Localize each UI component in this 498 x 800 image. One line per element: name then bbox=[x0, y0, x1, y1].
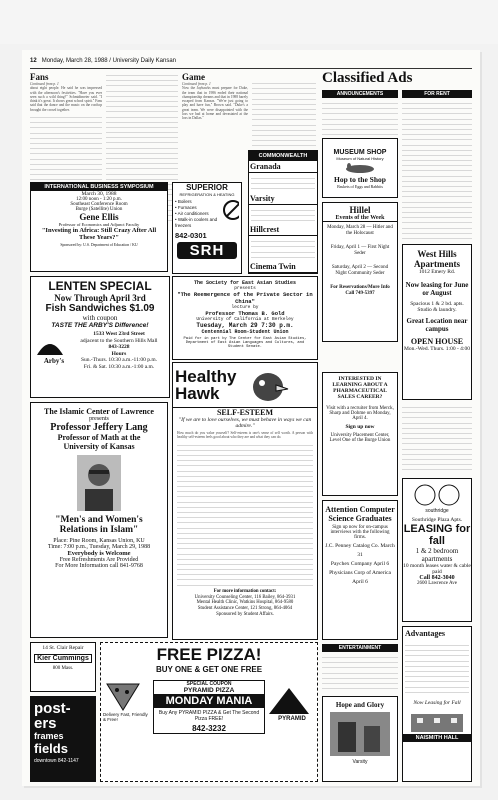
naismith-brand: NAISMITH HALL bbox=[403, 734, 471, 742]
superior-title: SUPERIOR bbox=[186, 183, 228, 192]
healthy-contact: Student Assistance Center, 121 Strong, 864-4064 bbox=[197, 606, 293, 612]
museum-shop-sub2: Baskets of Eggs and Rabbits bbox=[337, 184, 383, 189]
islamic-l1: The Islamic Center of Lawrence bbox=[44, 407, 154, 416]
southridge-leasing: LEASING for fall bbox=[403, 523, 471, 547]
fans-title: Fans bbox=[30, 72, 49, 82]
arbys-brand: Arby's bbox=[43, 356, 65, 365]
fans-body: about eight people. He said he was impressed with the afternoon's festivities. "Have you ever seen such a wild thing?" Schmidtmeier said. "I think it's great. It shows great school spirit." Fans said that the dance and the music on the rooftop brought the crowd together. bbox=[30, 86, 102, 112]
pizza-offer: Delivery Fast, Friendly & Free! bbox=[103, 712, 148, 722]
arbys-lenten-special-ad bbox=[30, 276, 170, 398]
pizza-phone: 842-3232 bbox=[192, 724, 226, 733]
superior-phone: 842-0301 bbox=[175, 231, 207, 240]
islamic-refreshments: Free Refreshments Are Provided bbox=[59, 557, 139, 563]
healthy-quote: "If we are to love ourselves, we must behave in ways we can admire." bbox=[178, 417, 312, 429]
header-rule bbox=[30, 68, 472, 69]
symposium-time: 12:00 noon - 1:20 p.m. bbox=[76, 197, 122, 202]
islamic-welcome: Everybody is Welcome bbox=[67, 550, 131, 557]
southridge-logo-icon bbox=[407, 482, 467, 508]
entertainment-header: ENTERTAINMENT bbox=[322, 644, 398, 652]
announcements-listings bbox=[322, 100, 398, 136]
westhills-address: 1012 Emery Rd. bbox=[418, 269, 456, 275]
classifieds-title: Classified Ads bbox=[322, 70, 413, 86]
healthy-headline: SELF-ESTEEM bbox=[173, 407, 317, 417]
asian-l3: "The Reemergence of the Private Sector in China" bbox=[177, 291, 313, 305]
hope-and-glory-movie-ad bbox=[322, 696, 398, 782]
naismith-building-icon bbox=[407, 710, 467, 732]
symposium-sponsor: Sponsored by: U.S. Department of Education / KU bbox=[60, 243, 138, 247]
hillel-event: Saturday, April 2 — Second Night Community Seder bbox=[331, 265, 389, 276]
hillel-brand: Hillel bbox=[349, 205, 371, 215]
hillel-contact: For Reservations/More Info Call 749-5397 bbox=[330, 285, 390, 296]
hillel-event: Monday, March 28 — Hitler and the Holocaust bbox=[327, 225, 393, 236]
symposium-topic: "Investing in Africa: Still Crazy After All These Years?" bbox=[41, 227, 157, 241]
for-rent-header: FOR RENT bbox=[402, 90, 472, 98]
southridge-l4: 10 month leases water & cable paid bbox=[403, 563, 471, 575]
lenten-phone: 843-3228 bbox=[108, 344, 130, 350]
jayhawk-mascot-icon bbox=[246, 365, 290, 405]
pyramid-pizza-coupon-ad bbox=[100, 642, 318, 782]
attention-l2: Sign up now for on-campus interviews with the following firms. bbox=[330, 525, 390, 540]
pyramid-logo-icon bbox=[267, 686, 311, 716]
healthy-more: For more information contact: bbox=[213, 588, 277, 594]
westhills-l4: OPEN HOUSE bbox=[410, 337, 464, 346]
lenten-deal: Fish Sandwiches $1.09 bbox=[45, 303, 155, 314]
westhills-title: West Hills Apartments bbox=[414, 249, 460, 269]
superior-sub: REFRIGERATION & HEATING bbox=[179, 192, 235, 197]
attention-title: Attention Computer Science Graduates bbox=[325, 505, 395, 523]
announcements-header: ANNOUNCEMENTS bbox=[322, 90, 398, 98]
asian-l6: University of California at Berkeley bbox=[196, 317, 294, 322]
computer-science-graduates-ad bbox=[322, 500, 398, 640]
pharmaceutical-career-ad bbox=[322, 372, 398, 496]
fans-body-lines bbox=[30, 114, 102, 185]
movie-title: Hope and Glory bbox=[335, 701, 385, 709]
arbys-hat-logo-icon bbox=[35, 337, 65, 357]
for-rent-listings-2 bbox=[402, 404, 472, 474]
pharma-l2: Visit with a recruiter from Merck, Sharp and Dohme on Monday, April 4. bbox=[326, 406, 394, 421]
naismith-hall-ad bbox=[402, 626, 472, 782]
islamic-time: Time: 7:00 p.m., Tuesday, March 29, 1988 bbox=[47, 544, 151, 550]
page-dateline: Monday, March 28, 1988 / University Daily Kansan bbox=[41, 58, 176, 64]
southridge-phone: Call 842-3040 bbox=[419, 575, 455, 581]
islamic-l2: presents bbox=[89, 416, 109, 422]
healthy-hawk-ad bbox=[172, 362, 318, 640]
lenten-hours-label: Hours bbox=[111, 350, 127, 357]
kier-brand: Kier Cummings bbox=[34, 654, 92, 663]
advantages-note: Now Leasing for Fall bbox=[413, 699, 461, 706]
pharma-l3: Sign up now bbox=[345, 424, 375, 430]
posters-l1: post- bbox=[34, 700, 71, 717]
superior-service: • Furnaces bbox=[175, 205, 197, 210]
healthy-title: Healthy bbox=[175, 367, 237, 386]
museum-shop-ad bbox=[322, 138, 398, 198]
southridge-l3: 1 & 2 bedroom apartments bbox=[415, 547, 459, 563]
newspaper-page bbox=[22, 50, 480, 786]
healthy-body: How much do you value yourself? Self-esteem is one's sense of self worth. A person with healthy self-esteem feels good about who they are and what they can do. bbox=[177, 431, 313, 440]
posters-frames-ad bbox=[30, 696, 96, 782]
kier-cummings-repair-ad bbox=[30, 642, 96, 692]
theatre-granada: Granada bbox=[249, 161, 317, 173]
symposium-speaker: Gene Ellis bbox=[79, 212, 119, 222]
kier-address: 800 Mass. bbox=[52, 666, 74, 671]
symposium-place: Southeast Conference Room bbox=[70, 202, 128, 207]
attention-firm: Paychex Company April 6 bbox=[330, 561, 390, 567]
islamic-place: Place: Pine Room, Kansas Union, KU bbox=[53, 538, 145, 544]
islamic-topic2: Relations in Islam" bbox=[59, 525, 139, 535]
no-heat-icon bbox=[222, 199, 239, 221]
symposium-date: March 30, 1988 bbox=[81, 191, 117, 197]
islamic-l5: University of Kansas bbox=[63, 442, 135, 451]
hillel-events-ad bbox=[322, 202, 398, 342]
business-symposium-ad bbox=[30, 182, 168, 272]
westhills-l5: Mon.-Wed. Thurs. 1:00 - 4:00 bbox=[404, 346, 470, 352]
commonwealth-theatres-ad bbox=[248, 150, 318, 274]
game-title: Game bbox=[182, 72, 205, 82]
southridge-plaza-ad bbox=[402, 478, 472, 622]
game-story bbox=[182, 72, 248, 182]
islamic-speaker: Professor Jeffery Lang bbox=[50, 422, 148, 433]
posters-fields: fields bbox=[34, 741, 68, 756]
posters-l2: ers bbox=[34, 715, 57, 732]
asian-l4: lecture by bbox=[231, 305, 259, 310]
lenten-with-coupon: with coupon bbox=[82, 314, 118, 322]
pizza-special: SPECIAL COUPON bbox=[186, 681, 232, 687]
for-rent-listings bbox=[402, 100, 472, 240]
museum-shop-sub: Museum of Natural History bbox=[336, 156, 384, 161]
kier-repair: 14 St. Clair Repair bbox=[42, 645, 84, 651]
posters-address: downtown 842-1147 bbox=[34, 758, 79, 764]
fans-continued: Continued from p. 1 bbox=[30, 82, 59, 86]
entertainment-listings bbox=[322, 654, 398, 692]
superior-service: • Boilers bbox=[175, 199, 192, 204]
attention-firm: Physicians Corp of America April 6 bbox=[329, 570, 391, 585]
pharma-l1: INTERESTED IN LEARNING ABOUT A PHARMACEUTICAL SALES CAREER? bbox=[332, 376, 388, 400]
west-hills-apartments-ad bbox=[402, 244, 472, 400]
symposium-role: Professor of Economics and Adjunct Faculty bbox=[58, 222, 140, 227]
lenten-slogan: TASTE THE ARBY'S Difference! bbox=[51, 322, 149, 329]
westhills-l1: Now leasing for June or August bbox=[405, 281, 469, 297]
healthy-contact: Mental Health Clinic, Watkins Hospital, 864-9580 bbox=[196, 600, 294, 606]
asian-l9: Paid for in part by The Center for East Asian Studies, Department of East Asian Languages and Cultures, and Student Senate. bbox=[183, 337, 307, 349]
pizza-sub: BUY ONE & GET ONE FREE bbox=[155, 665, 263, 674]
superior-logo: SRH bbox=[177, 242, 237, 259]
pizza-name: PYRAMID PIZZA bbox=[183, 687, 235, 694]
asian-l1: The Society for East Asian Studies bbox=[193, 280, 297, 286]
museum-shop-title: MUSEUM SHOP bbox=[333, 149, 387, 156]
superior-refrigeration-ad bbox=[172, 182, 242, 274]
attention-firm: J.C. Penney Catalog Co. March 31 bbox=[325, 543, 395, 558]
healthy-sponsor: Sponsored by Student Affairs. bbox=[216, 612, 274, 618]
westhills-l2: Spacious 1 & 2 bd. apts. Studio & laundry. bbox=[410, 301, 464, 313]
page-header bbox=[30, 58, 472, 67]
scan-margin bbox=[0, 0, 498, 44]
asian-l2: presents bbox=[234, 286, 256, 291]
theatre-hillcrest: Hillcrest bbox=[249, 224, 317, 236]
islamic-contact: For More Information call 841-9768 bbox=[55, 563, 143, 569]
westhills-l3: Great Location near campus bbox=[406, 317, 468, 333]
superior-services bbox=[175, 199, 222, 229]
theatre-varsity: Varsity bbox=[249, 193, 317, 205]
commonwealth-name: COMMONWEALTH bbox=[249, 151, 317, 161]
lenten-hours1: Sun.-Thurs. 10:30 a.m.-11:00 p.m. bbox=[80, 357, 158, 363]
museum-shop-tagline: Hop to the Shop bbox=[334, 175, 386, 184]
healthy-title2: Hawk bbox=[175, 384, 220, 403]
pizza-deal: Buy Any PYRAMID PIZZA & Get The Second Pizza FREE! bbox=[158, 710, 260, 722]
hillel-sub: Events of the Week bbox=[323, 215, 397, 222]
movie-still-photo bbox=[330, 712, 390, 756]
pizza-monday-mania: MONDAY MANIA bbox=[154, 694, 264, 708]
islamic-topic: "Men's and Women's bbox=[55, 515, 143, 525]
superior-service: • Walk-in coolers and freezers bbox=[175, 217, 218, 228]
lenten-title: LENTEN SPECIAL bbox=[48, 279, 152, 293]
southridge-l1: Southridge Plaza Apts. bbox=[411, 517, 463, 523]
healthy-contact: University Counseling Center, 116 Bailey, 864-3931 bbox=[194, 594, 296, 600]
lenten-hours2: Fri. & Sat. 10:30 a.m.-1:00 a.m. bbox=[83, 363, 155, 370]
advantages-title: Advantages bbox=[405, 629, 446, 638]
pizza-slice-icon bbox=[103, 680, 143, 712]
lenten-address2: adjacent to the Southern Hills Mall bbox=[80, 337, 158, 344]
speaker-portrait-photo bbox=[77, 455, 121, 511]
symposium-place2: Burge (Satellite) Union bbox=[75, 207, 123, 212]
posters-frames: frames bbox=[34, 731, 64, 741]
east-asian-studies-ad bbox=[172, 276, 318, 360]
islamic-center-lecture-ad bbox=[30, 402, 168, 638]
southridge-addr: 2600 Lawrence Ave bbox=[417, 581, 457, 586]
asian-l8: Centennial Room-Student Union bbox=[201, 329, 289, 335]
lenten-sub: Now Through April 3rd bbox=[54, 293, 146, 303]
pizza-title: FREE PIZZA! bbox=[156, 645, 262, 664]
page-number: 12 bbox=[30, 58, 37, 64]
game-body: Now the Jayhawks must prepare for Duke, the team that in 1986 ended their national championship dreams and that in 1988 barely escaped from Kansas. "We're just going to play and have fun," Brown said. "Duke's a great team. We were disappointed with the loss we had at home and devastated at the loss in Dallas." bbox=[182, 86, 248, 121]
rabbit-illustration-icon bbox=[340, 163, 380, 173]
game-continued: Continued from p. 1 bbox=[182, 82, 211, 86]
pharma-l4: University Placement Center, Level One of the Burge Union bbox=[329, 433, 391, 443]
pyramid-logo-text: PYRAMID bbox=[278, 716, 306, 722]
asian-l7: Tuesday, March 29 7:30 p.m. bbox=[196, 322, 294, 329]
theatre-cinema-twin: Cinema Twin bbox=[249, 261, 317, 273]
lenten-address: 1533 West 23rd Street bbox=[93, 331, 145, 337]
islamic-l4: Professor of Math at the bbox=[57, 433, 141, 442]
asian-l5: Professor Thomas B. Gold bbox=[205, 310, 285, 317]
superior-service: • Air conditioners bbox=[175, 211, 209, 216]
movie-theatre: Varsity bbox=[352, 759, 368, 765]
symposium-title: INTERNATIONAL BUSINESS SYMPOSIUM bbox=[31, 183, 167, 191]
southridge-brand: southridge bbox=[425, 508, 449, 514]
hillel-event: Friday, April 1 — First Night Seder bbox=[330, 245, 390, 256]
